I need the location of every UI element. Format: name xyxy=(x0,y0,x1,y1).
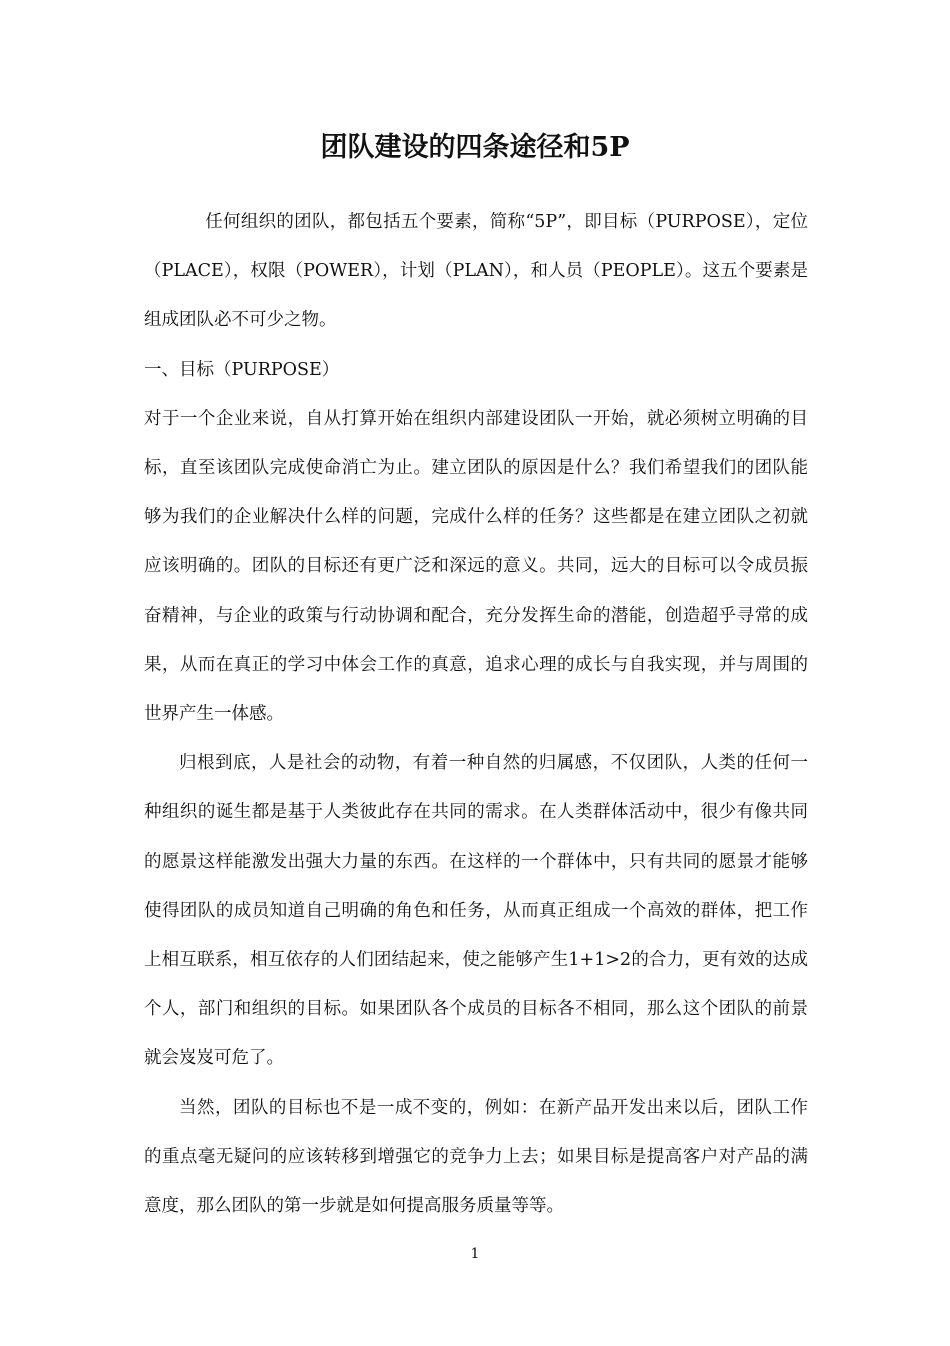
paragraph-belonging: 归根到底，人是社会的动物，有着一种自然的归属感，不仅团队，人类的任何一种组织的诞生都是基于人类彼此存在共同的需求。在人类群体活动中，很少有像共同的愿景这样能激发出强大力量的东西。在这样的一个群体中，只有共同的愿景才能够使得团队的成员知道自己明确的角色和任务，从而真正组成一个高效的群体，把工作上相互联系，相互依存的人们团结起来，使之能够产生1+1>2的合力，更有效的达成个人，部门和组织的目标。如果团队各个成员的目标各不相同，那么这个团队的前景就会岌岌可危了。 xyxy=(144,753,808,1069)
paragraph-goal-change: 当然，团队的目标也不是一成不变的，例如：在新产品开发出来以后，团队工作的重点毫无疑问的应该转移到增强它的竞争力上去；如果目标是提高客户对产品的满意度，那么团队的第一步就是如何提高服务质量等等。 xyxy=(144,1097,808,1217)
document-title: 团队建设的四条途径和5P xyxy=(320,132,630,163)
section-heading-purpose: 一、目标（PURPOSE） xyxy=(144,359,340,380)
paragraph-purpose: 对于一个企业来说，自从打算开始在组织内部建设团队一开始，就必须树立明确的目标，直至该团队完成使命消亡为止。建立团队的原因是什么？我们希望我们的团队能够为我们的企业解决什么样的问题，完成什么样的任务？这些都是在建立团队之初就应该明确的。团队的目标还有更广泛和深远的意义。共同，远大的目标可以令成员振奋精神，与企业的政策与行动协调和配合，充分发挥生命的潜能，创造超乎寻常的成果，从而在真正的学习中体会工作的真意，追求心理的成长与自我实现，并与周围的世界产生一体感。 xyxy=(144,408,808,725)
page-number: 1 xyxy=(470,1246,480,1262)
paragraph-intro: 任何组织的团队，都包括五个要素，简称“5P”，即目标（PURPOSE），定位（PLACE），权限（POWER），计划（PLAN），和人员（PEOPLE）。这五个要素是组成团队必不可少之物。 xyxy=(144,212,808,331)
document-body xyxy=(144,198,808,1231)
